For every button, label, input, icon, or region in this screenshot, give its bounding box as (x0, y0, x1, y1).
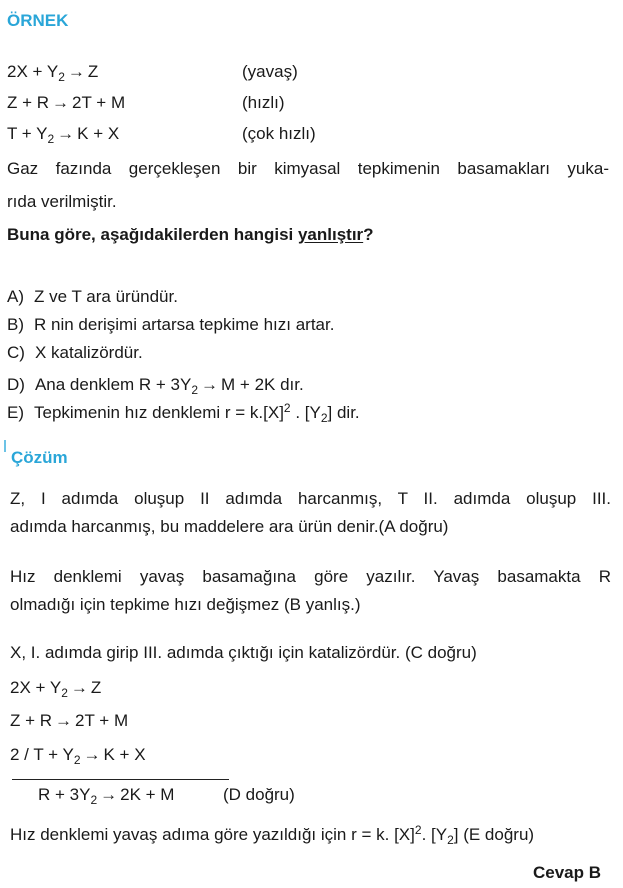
option-text: Tepkimenin hız denklemi r = k.[X] (34, 403, 284, 422)
step1-subscript: 2 (58, 70, 65, 84)
option-text-end: ] dir. (327, 403, 360, 422)
step1-reactants: 2X + Y (7, 62, 59, 81)
step2-reactants: Z + R (7, 93, 50, 112)
solution-eq-3 (10, 745, 146, 765)
option-text: R nin derişimi artarsa tepkime hızı artar. (34, 315, 335, 334)
subscript: 2 (90, 793, 98, 807)
eq2-products: 2T + M (75, 711, 129, 730)
answer-label: Cevap B (533, 863, 602, 882)
solution-p1-line2: adımda harcanmış, bu maddelere ara ürün denir.(A doğru) (10, 517, 449, 536)
arrow-icon: → (52, 93, 70, 112)
option-text: Z ve T ara üründür. (34, 287, 178, 306)
reaction-step-3 (7, 124, 119, 144)
arrow-icon: → (201, 375, 219, 394)
step3-subscript: 2 (47, 132, 55, 146)
subscript: 2 (447, 833, 454, 847)
step1-speed: (yavaş) (242, 62, 298, 81)
problem-text-line2: rıda verilmiştir. (7, 192, 117, 211)
eq3-products: K + X (103, 745, 146, 764)
final-text: Hız denklemi yavaş adıma göre yazıldığı için r = k. [X] (10, 825, 415, 844)
superscript: 2 (283, 401, 291, 415)
solution-final-line (10, 825, 534, 845)
example-heading: ÖRNEK (7, 11, 69, 30)
subscript: 2 (73, 753, 81, 767)
arrow-icon: → (55, 711, 73, 730)
step3-reactants: T + Y (7, 124, 48, 143)
eq3-reactants: 2 / T + Y (10, 745, 74, 764)
solution-p2-line1: Hız denklemi yavaş basamağına göre yazılır. Yavaş basamakta R (10, 567, 611, 586)
step1-products: Z (87, 62, 99, 81)
superscript: 2 (414, 823, 422, 837)
step3-speed: (çok hızlı) (242, 124, 316, 143)
option-letter: B) (7, 315, 24, 334)
step2-products: 2T + M (72, 93, 126, 112)
option-letter: A) (7, 287, 24, 306)
solution-heading: Çözüm (11, 448, 68, 467)
reaction-step-1 (7, 62, 98, 82)
option-text-mid: . [Y (290, 403, 321, 422)
solution-marker (4, 440, 6, 452)
solution-p1-line1: Z, I adımda oluşup II adımda harcanmış, T II. adımda oluşup III. (10, 489, 611, 508)
solution-p3: X, I. adımda girip III. adımda çıktığı için katalizördür. (C doğru) (10, 643, 477, 662)
solution-p2-line2: olmadığı için tepkime hızı değişmez (B yanlış.) (10, 595, 361, 614)
step2-speed: (hızlı) (242, 93, 285, 112)
arrow-icon: → (70, 678, 88, 697)
solution-eq-1 (10, 678, 101, 698)
option-letter: D) (7, 375, 25, 394)
eq1-products: Z (90, 678, 102, 697)
subscript: 2 (61, 686, 68, 700)
option-a[interactable] (7, 287, 178, 307)
arrow-icon: → (57, 124, 75, 143)
question-underlined: yanlıştır (297, 225, 364, 244)
subscript: 2 (191, 383, 199, 397)
question-pre: Buna göre, aşağıdakilerden hangisi (7, 225, 298, 244)
question-text (7, 225, 374, 245)
option-b[interactable] (7, 315, 334, 335)
arrow-icon: → (83, 745, 101, 764)
option-letter: C) (7, 343, 25, 362)
arrow-icon: → (100, 785, 118, 804)
problem-text-line1: Gaz fazında gerçekleşen bir kimyasal tepkimenin basamakları yuka- (7, 159, 609, 178)
sum-reactants: R + 3Y (38, 785, 91, 804)
sum-note: (D doğru) (223, 785, 295, 804)
option-text-end: M + 2K dır. (221, 375, 304, 394)
final-text-end: ] (E doğru) (453, 825, 535, 844)
arrow-icon: → (67, 62, 85, 81)
option-c[interactable] (7, 343, 143, 363)
option-letter: E) (7, 403, 24, 422)
subscript: 2 (320, 411, 328, 425)
option-text: X katalizördür. (34, 343, 143, 362)
question-mark: ? (363, 225, 374, 244)
step3-products: K + X (77, 124, 120, 143)
eq1-reactants: 2X + Y (10, 678, 62, 697)
option-e[interactable] (7, 403, 360, 423)
solution-eq-2 (10, 711, 128, 731)
final-text-mid: . [Y (421, 825, 448, 844)
eq2-reactants: Z + R (10, 711, 53, 730)
solution-sum-equation (38, 785, 174, 805)
option-text: Ana denklem R + 3Y (34, 375, 192, 394)
reaction-step-2 (7, 93, 125, 113)
option-d[interactable] (7, 375, 304, 395)
sum-divider-line (12, 779, 229, 780)
sum-products: 2K + M (120, 785, 175, 804)
